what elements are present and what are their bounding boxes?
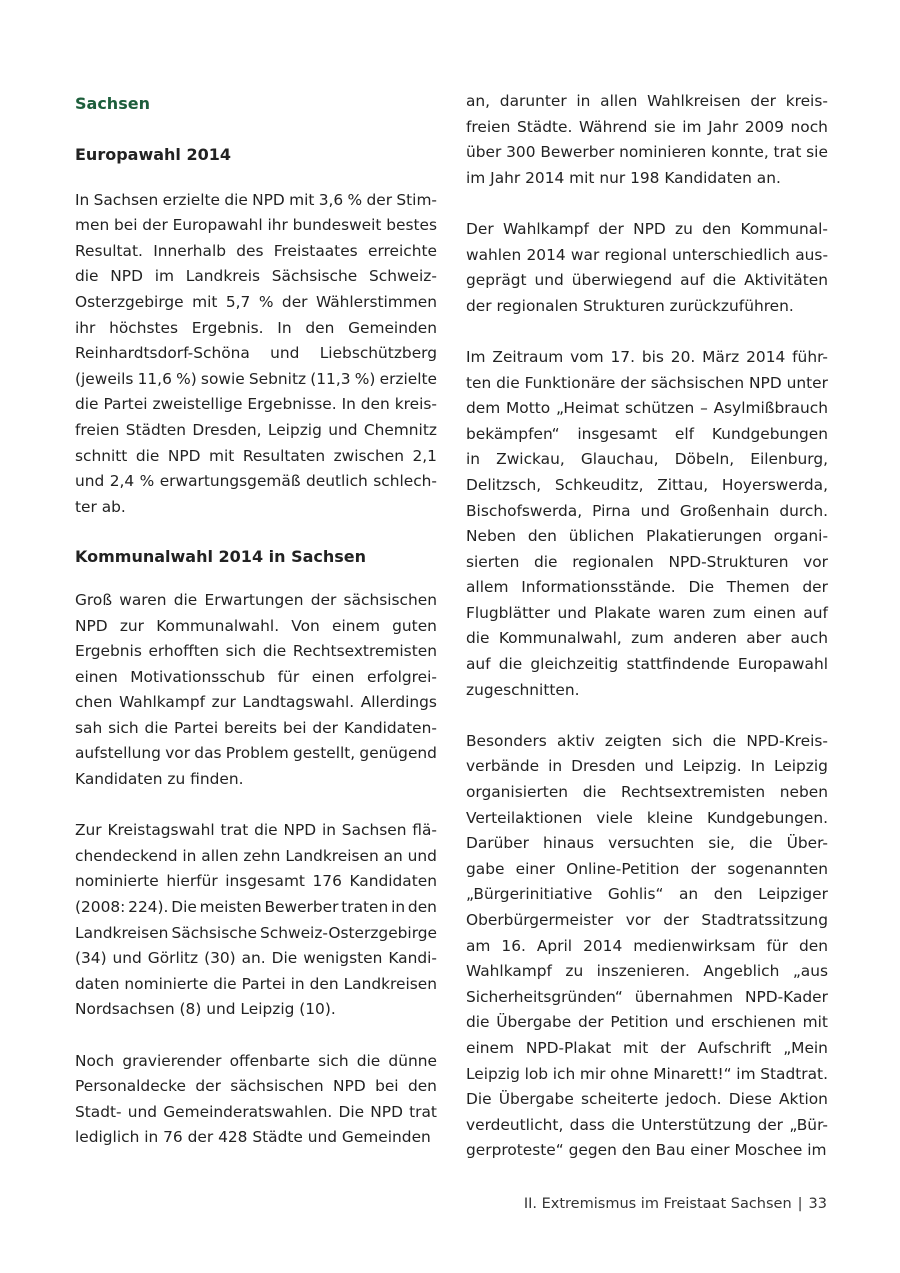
text-line: Flugblätter und Plakate waren zum einen auf (466, 603, 828, 622)
text-line: Osterzgebirge mit 5,7 % der Wählerstimmen (75, 292, 437, 311)
paragraph (466, 89, 828, 191)
text-line: Stadt- und Gemeinderatswahlen. Die NPD trat (75, 1102, 437, 1121)
heading-kommunalwahl: Kommunalwahl 2014 in Sachsen (75, 547, 367, 567)
heading-europawahl: Europawahl 2014 (75, 145, 232, 164)
text-line: Resultat. Innerhalb des Freistaates erreichte (75, 241, 437, 260)
text-line: In Sachsen erzielte die NPD mit 3,6 % der Stim- (75, 190, 437, 209)
section-title: Sachsen (75, 94, 150, 113)
text-line: am 16. April 2014 medienwirksam für den (466, 936, 828, 955)
text-line: Zur Kreistagswahl trat die NPD in Sachsen flä- (75, 821, 437, 840)
text-line: verdeutlicht, dass die Unterstützung der „Bür- (466, 1115, 828, 1134)
text-line: Neben den üblichen Plakatierungen organi- (466, 527, 828, 546)
text-line: Nordsachsen (8) und Leipzig (10). (75, 1000, 336, 1019)
text-line: (34) und Görlitz (30) an. Die wenigsten Kandi- (75, 949, 437, 968)
text-line: Oberbürgermeister vor der Stadtratssitzung (466, 911, 828, 929)
text-line: dem Motto „Heimat schützen – Asylmißbrauch (466, 399, 828, 418)
text-line: Darüber hinaus versuchten sie, die Über- (466, 834, 828, 853)
text-line: Wahlkampf zu inszenieren. Angeblich „aus (466, 962, 828, 981)
chapter-title: II. Extremismus im Freistaat Sachsen (523, 1196, 792, 1212)
text-line: Die Übergabe scheiterte jedoch. Diese Aktion (466, 1090, 828, 1109)
text-line: chendeckend in allen zehn Landkreisen an und (75, 846, 437, 865)
paragraph (466, 729, 828, 1164)
text-line: chen Wahlkampf zur Landtagswahl. Allerdings (75, 693, 437, 712)
right-column (466, 89, 828, 1164)
paragraph (75, 188, 437, 521)
text-line: Im Zeitraum vom 17. bis 20. März 2014 führ- (466, 347, 828, 366)
text-line: die Übergabe der Petition und erschienen mit (466, 1013, 828, 1032)
text-line: ihr höchstes Ergebnis. In den Gemeinden (75, 318, 437, 337)
text-line: nominierte hierfür insgesamt 176 Kandidaten (75, 872, 437, 891)
paragraph (466, 345, 828, 703)
text-line: gerproteste“ gegen den Bau einer Moschee im (466, 1141, 827, 1160)
text-line: an, darunter in allen Wahlkreisen der kreis- (466, 92, 828, 110)
text-line: der regionalen Strukturen zurückzuführen. (466, 296, 794, 315)
page-number: 33 (808, 1196, 827, 1212)
text-line: einem NPD-Plakat mit der Aufschrift „Mein (466, 1038, 828, 1057)
text-line: über 300 Bewerber nominieren konnte, trat sie (466, 143, 828, 162)
paragraph (466, 217, 828, 319)
text-line: zugeschnitten. (466, 680, 580, 699)
paragraph (75, 588, 437, 793)
text-line: die Kommunalwahl, zum anderen aber auch (466, 629, 828, 648)
text-line: „Bürgerinitiative Gohlis“ an den Leipziger (466, 885, 828, 904)
text-line: einen Motivationsschub für einen erfolgrei- (75, 667, 437, 686)
text-line: organisierten die Rechtsextremisten neben (466, 783, 828, 802)
text-line: freien Städten Dresden, Leipzig und Chemnitz (75, 420, 437, 439)
left-column (75, 90, 437, 1151)
text-line: schnitt die NPD mit Resultaten zwischen 2,1 (75, 446, 437, 465)
text-line: Ergebnis erhofften sich die Rechtsextremisten (75, 642, 437, 661)
text-line: Landkreisen Sächsische Schweiz-Osterzgebirge (75, 923, 437, 942)
text-line: Der Wahlkampf der NPD zu den Kommunal- (466, 219, 828, 238)
text-line: ten die Funktionäre der sächsischen NPD unter (466, 373, 828, 392)
footer-separator: | (797, 1196, 803, 1212)
text-line: daten nominierte die Partei in den Landkreisen (75, 974, 437, 993)
text-line: (2008: 224). Die meisten Bewerber traten in den (75, 898, 437, 917)
page-footer (524, 1196, 827, 1212)
text-line: auf die gleichzeitig stattfindende Europawahl (466, 655, 828, 674)
text-line: allem Informationsstände. Die Themen der (466, 578, 828, 597)
paragraph (75, 1049, 437, 1151)
text-line: sah sich die Partei bereits bei der Kandidaten- (75, 718, 437, 737)
text-line: Noch gravierender offenbarte sich die dünne (75, 1051, 437, 1070)
text-line: Kandidaten zu finden. (75, 770, 244, 789)
text-line: Groß waren die Erwartungen der sächsischen (75, 590, 437, 609)
text-line: Personaldecke der sächsischen NPD bei den (75, 1077, 437, 1096)
text-line: lediglich in 76 der 428 Städte und Gemeinden (75, 1128, 431, 1147)
text-line: aufstellung vor das Problem gestellt, genügend (75, 744, 437, 763)
text-line: Delitzsch, Schkeuditz, Zittau, Hoyerswerda, (466, 475, 828, 494)
text-line: im Jahr 2014 mit nur 198 Kandidaten an. (466, 168, 781, 187)
text-line: gabe einer Online-Petition der sogenannten (466, 859, 828, 878)
text-line: (jeweils 11,6 %) sowie Sebnitz (11,3 %) erzielte (75, 369, 437, 388)
text-line: Reinhardtsdorf-Schöna und Liebschützberg (75, 344, 437, 363)
text-line: geprägt und überwiegend auf die Aktivitäten (466, 271, 828, 290)
text-line: Leipzig lob ich mir ohne Minarett!“ im Stadtrat. (466, 1064, 828, 1083)
text-line: NPD zur Kommunalwahl. Von einem guten (75, 616, 437, 635)
text-line: die Partei zweistellige Ergebnisse. In den kreis- (75, 395, 437, 414)
text-line: und 2,4 % erwartungsgemäß deutlich schlech- (75, 472, 437, 491)
text-line: sierten die regionalen NPD-Strukturen vor (466, 552, 828, 571)
text-line: Sicherheitsgründen“ übernahmen NPD-Kader (466, 987, 828, 1006)
text-line: Verteilaktionen viele kleine Kundgebungen. (466, 808, 828, 827)
text-line: men bei der Europawahl ihr bundesweit bestes (75, 216, 437, 235)
text-line: die NPD im Landkreis Sächsische Schweiz- (75, 267, 437, 286)
paragraph (75, 818, 437, 1023)
text-line: ter ab. (75, 497, 126, 516)
text-line: verbände in Dresden und Leipzig. In Leipzig (466, 757, 828, 776)
text-line: Bischofswerda, Pirna und Großenhain durch. (466, 501, 828, 520)
text-line: bekämpfen“ insgesamt elf Kundgebungen (466, 424, 828, 443)
text-line: Besonders aktiv zeigten sich die NPD-Kreis- (466, 731, 828, 750)
text-line: wahlen 2014 war regional unterschiedlich aus- (466, 245, 828, 264)
text-line: in Zwickau, Glauchau, Döbeln, Eilenburg, (466, 450, 828, 469)
text-line: freien Städte. Während sie im Jahr 2009 noch (466, 117, 828, 136)
